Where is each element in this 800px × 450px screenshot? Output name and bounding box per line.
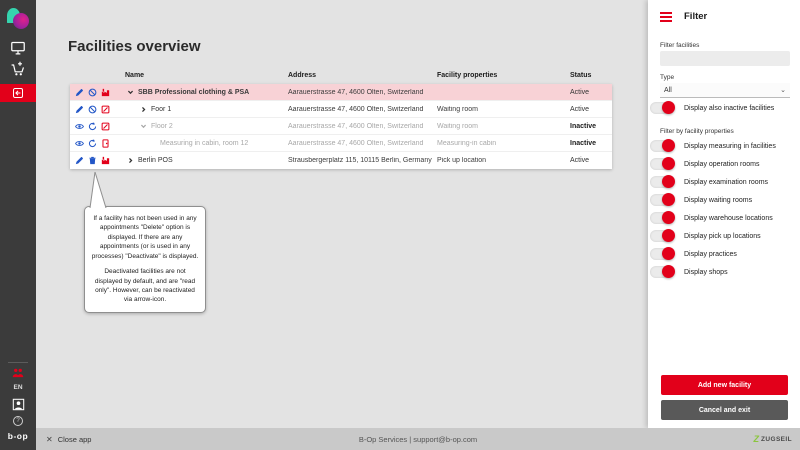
col-status: Status	[570, 71, 592, 79]
logo-purple-shape	[13, 13, 29, 29]
toggle-row	[650, 194, 752, 206]
help-circle-icon: ?	[13, 416, 23, 426]
cancel-and-exit-button[interactable]: Cancel and exit	[661, 400, 788, 420]
facility-property: Waiting room	[437, 105, 478, 113]
status-label: Active	[570, 157, 590, 164]
type-label: Type	[660, 74, 675, 81]
toggle-label: Display warehouse locations	[684, 214, 773, 222]
status-label: Inactive	[570, 139, 597, 147]
toggle-label: Display practices	[684, 250, 737, 258]
filter-panel	[648, 0, 800, 428]
warehouse-locations-toggle[interactable]	[650, 212, 674, 224]
deactivate-icon[interactable]	[88, 88, 97, 97]
facility-name: Berlin POS	[138, 157, 173, 164]
door-icon	[101, 139, 110, 148]
table-row[interactable]	[70, 84, 612, 101]
delete-hint-tooltip	[84, 206, 206, 313]
filter-facilities-input[interactable]	[660, 51, 790, 66]
close-app-label: Close app	[57, 434, 92, 444]
edit-icon[interactable]	[75, 88, 84, 97]
table-row[interactable]	[70, 118, 612, 135]
room-icon	[101, 122, 110, 131]
chevron-right-icon[interactable]	[140, 106, 147, 113]
toggle-row	[650, 212, 773, 224]
portrait-icon	[12, 398, 25, 411]
zugseil-logo	[754, 428, 792, 450]
toggle-row	[650, 266, 728, 278]
filter-facilities-label: Filter facilities	[660, 42, 700, 49]
type-select[interactable]	[660, 83, 790, 98]
facility-name: Measuring in cabin, room 12	[160, 139, 249, 147]
sidebar-item-users[interactable]	[0, 366, 36, 380]
facility-address: Aarauerstrasse 47, 4600 Olten, Switzerland	[288, 105, 424, 113]
toggle-label: Display operation rooms	[684, 160, 760, 168]
toggle-row	[650, 140, 776, 152]
tooltip-paragraph-1: If a facility has not been used in any appointments "Delete" option is displayed. If there are any appointments (or is used in any processes) "Deactivate" is displayed.	[91, 215, 199, 260]
shops-toggle[interactable]	[650, 266, 674, 278]
zugseil-z-icon: Z	[753, 434, 760, 444]
measuring-facilities-toggle[interactable]	[650, 140, 674, 152]
tooltip-pointer	[88, 172, 110, 208]
status-label: Active	[570, 88, 590, 96]
tooltip-paragraph-2: Deactivated facilities are not displayed by default, and are "read only". However, can be reactivated via arrow-icon.	[94, 268, 196, 304]
app-logo	[7, 8, 31, 34]
facility-address: Strausbergerplatz 115, 10115 Berlin, Germany	[288, 157, 432, 164]
facility-name: SBB Professional clothing & PSA	[138, 88, 250, 96]
facility-building-icon	[101, 88, 110, 97]
toggle-row	[650, 230, 761, 242]
toggle-row	[650, 158, 759, 170]
toggle-label: Display pick up locations	[684, 232, 761, 240]
toggle-label: Display measuring in facilities	[684, 142, 776, 150]
toggle-label: Display shops	[684, 268, 728, 276]
chevron-down-icon[interactable]	[127, 89, 134, 96]
clipboard-import-icon	[12, 87, 24, 99]
practices-toggle[interactable]	[650, 248, 674, 260]
facilities-table	[70, 66, 612, 169]
table-row[interactable]	[70, 135, 612, 152]
filter-panel-title: Filter	[684, 11, 708, 22]
status-label: Inactive	[570, 122, 597, 130]
toggle-row	[650, 248, 737, 260]
type-select-value: All	[664, 86, 672, 94]
chevron-down-icon: ⌄	[780, 87, 786, 94]
inactive-facilities-toggle-row	[650, 102, 774, 114]
facility-property: Measuring-in cabin	[437, 139, 497, 147]
support-info: B-Op Services | support@b-op.com	[358, 434, 478, 444]
toggle-row	[650, 176, 768, 188]
operation-rooms-toggle[interactable]	[650, 158, 674, 170]
view-icon[interactable]	[75, 122, 84, 131]
sidebar-item-facilities[interactable]	[0, 84, 36, 102]
cart-plus-icon	[10, 61, 26, 77]
bop-logo: b-op	[7, 431, 29, 441]
edit-icon[interactable]	[75, 105, 84, 114]
toggle-label: Display waiting rooms	[684, 196, 753, 204]
sidebar-item-profile[interactable]	[0, 396, 36, 412]
filter-properties-label: Filter by facility properties	[660, 128, 734, 135]
facility-name: Foor 1	[151, 105, 172, 113]
facility-address: Aarauerstrasse 47, 4600 Olten, Switzerland	[288, 139, 424, 147]
chevron-right-icon[interactable]	[127, 157, 134, 164]
chevron-down-icon[interactable]	[140, 123, 147, 130]
language-label[interactable]: EN	[13, 384, 23, 391]
view-icon[interactable]	[75, 139, 84, 148]
monitor-icon	[10, 41, 26, 55]
filter-menu-icon[interactable]	[660, 12, 672, 22]
table-body	[70, 84, 612, 169]
footer-bar	[36, 428, 800, 450]
col-address: Address	[288, 71, 317, 79]
status-label: Active	[570, 105, 590, 113]
add-new-facility-button[interactable]: Add new facility	[661, 375, 788, 395]
table-row[interactable]	[70, 152, 612, 169]
table-row[interactable]	[70, 101, 612, 118]
facility-property: Waiting room	[437, 122, 478, 130]
examination-rooms-toggle[interactable]	[650, 176, 674, 188]
waiting-rooms-toggle[interactable]	[650, 194, 674, 206]
sidebar-item-shop[interactable]	[0, 60, 36, 78]
main-content	[36, 0, 648, 428]
close-icon: ✕	[46, 434, 53, 444]
facility-address: Aarauerstrasse 47, 4600 Olten, Switzerland	[288, 122, 424, 130]
reactivate-icon[interactable]	[88, 139, 97, 148]
sidebar-item-help[interactable]	[0, 415, 36, 427]
pickup-locations-toggle[interactable]	[650, 230, 674, 242]
col-properties: Facility properties	[437, 71, 498, 79]
facility-address: Aarauerstrasse 47, 4600 Olten, Switzerland	[288, 88, 424, 96]
table-header	[70, 66, 612, 84]
facility-building-icon	[101, 156, 110, 165]
reactivate-icon[interactable]	[88, 122, 97, 131]
delete-icon[interactable]	[88, 156, 97, 165]
facility-name: Floor 2	[151, 122, 173, 130]
sidebar-divider	[8, 362, 28, 363]
room-icon	[101, 105, 110, 114]
toggle-label: Display examination rooms	[684, 178, 769, 186]
inactive-facilities-toggle-label: Display also inactive facilities	[684, 104, 775, 112]
edit-icon[interactable]	[75, 156, 84, 165]
inactive-facilities-toggle[interactable]	[650, 102, 674, 114]
close-app-button[interactable]	[46, 428, 91, 450]
col-name: Name	[125, 71, 145, 79]
page-title: Facilities overview	[68, 38, 201, 55]
sidebar-item-display[interactable]	[0, 39, 36, 57]
users-icon	[12, 368, 24, 378]
zugseil-wordmark: ZUGSEIL	[761, 435, 792, 443]
facility-property: Pick up location	[437, 157, 487, 164]
deactivate-icon[interactable]	[88, 105, 97, 114]
sidebar	[0, 0, 36, 450]
